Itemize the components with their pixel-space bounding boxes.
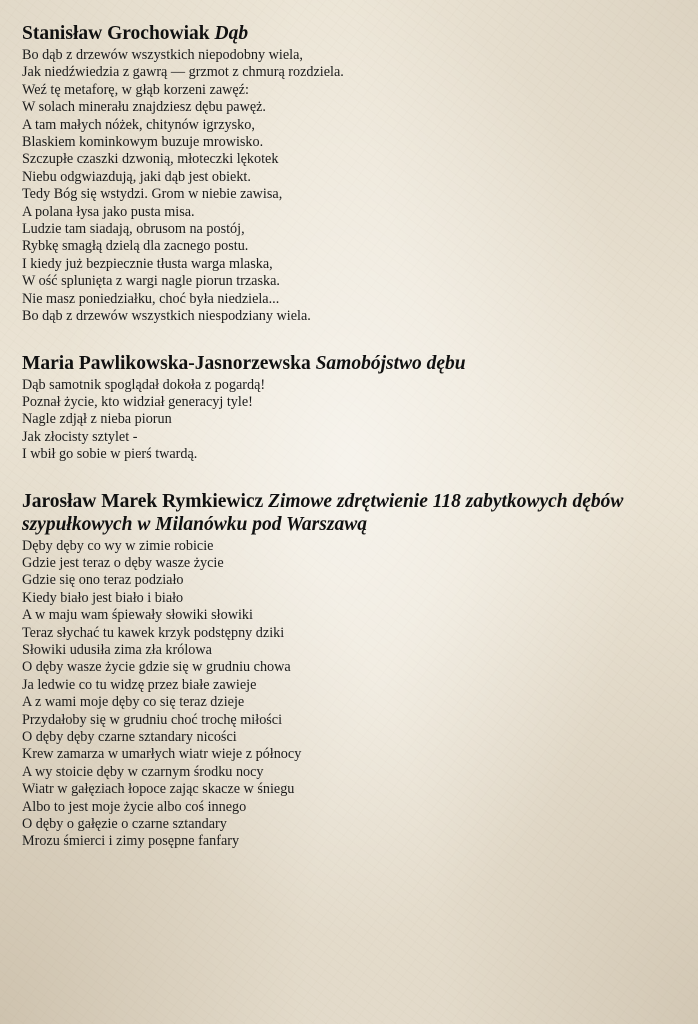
poem-line: Nie masz poniedziałku, choć była niedziela... (22, 290, 280, 307)
poem-line: Tedy Bóg się wstydzi. Grom w niebie zawisa, (22, 186, 283, 203)
poem-line: W solach minerału znajdziesz dębu pawęż. (22, 99, 266, 116)
poem-line: Blaskiem kominkowym buzuje mrowisko. (22, 134, 264, 151)
poem-line: Przydałoby się w grudniu choć trochę miłości (22, 711, 283, 728)
poem-line: Poznał życie, kto widział generacyj tyle! (22, 393, 253, 410)
poem-line: Bo dąb z drzewów wszystkich niepodobny wiela, (22, 47, 303, 63)
poem-line: I wbił go sobie w pierś twardą. (22, 446, 198, 463)
poem-line: Krew zamarza w umarłych wiatr wieje z północy (22, 746, 302, 763)
poem-line: Albo to jest moje życie albo coś innego (22, 798, 247, 815)
poem-line: Rybkę smagłą dzielą dla zacnego postu. (22, 238, 249, 255)
poem-line: Ludzie tam siadają, obrusom na postój, (22, 221, 245, 238)
poem-lines (22, 538, 672, 851)
poem-line: Jak niedźwiedzia z gawrą — grzmot z chmurą rozdziela. (22, 64, 344, 81)
poem-line: Ja ledwie co tu widzę przez białe zawieje (22, 676, 257, 693)
poem-line: Gdzie jest teraz o dęby wasze życie (22, 554, 224, 571)
poem-line: Szczupłe czaszki dzwonią, młoteczki lękotek (22, 151, 279, 168)
poem-heading (22, 22, 672, 45)
poem-lines (22, 47, 672, 326)
poem-line: O dęby wasze życie gdzie się w grudniu chowa (22, 659, 291, 676)
poem-line: Jak złocisty sztylet - (22, 428, 138, 445)
poem-lines (22, 377, 672, 464)
poem-line: A w maju wam śpiewały słowiki słowiki (22, 607, 253, 624)
poem-line: A z wami moje dęby co się teraz dzieje (22, 694, 245, 711)
poem-line: A wy stoicie dęby w czarnym środku nocy (22, 763, 264, 780)
poem-line: Weź tę metaforę, w głąb korzeni zawęź: (22, 81, 249, 98)
poem-title: Zimowe zdrętwienie 118 zabytkowych dębów szypułkowych w Milanówku pod Warszawą (22, 490, 624, 535)
poem-line: O dęby dęby czarne sztandary nicości (22, 729, 237, 745)
poem-line: Kiedy biało jest biało i biało (22, 589, 184, 606)
poem-line: Niebu odgwiazdują, jaki dąb jest obiekt. (22, 168, 251, 185)
poem-title: Samobójstwo dębu (315, 352, 466, 374)
poem-author: Jarosław Marek Rymkiewicz (22, 490, 264, 512)
poem-pawlikowska (22, 352, 672, 464)
poem-line: A polana łysa jako pusta misa. (22, 203, 195, 220)
poem-line: Wiatr w gałęziach łopoce zając skacze w śniegu (22, 781, 295, 798)
poem-grochowiak (22, 22, 672, 326)
poem-author: Stanisław Grochowiak (22, 23, 210, 44)
poem-line: Mrozu śmierci i zimy posępne fanfary (22, 833, 240, 850)
poem-line: Dąb samotnik spoglądał dokoła z pogardą! (22, 376, 266, 393)
poem-heading (22, 490, 672, 536)
poem-rymkiewicz (22, 490, 672, 851)
poem-line: I kiedy już bezpiecznie tłusta warga mlaska, (22, 255, 273, 272)
poem-line: Teraz słychać tu kawek krzyk podstępny dziki (22, 624, 285, 641)
poem-line: W ość splunięta z wargi nagle piorun trzaska. (22, 273, 280, 290)
poem-author: Maria Pawlikowska-Jasnorzewska (22, 352, 311, 374)
poem-line: Słowiki udusiła zima zła królowa (22, 641, 212, 658)
poem-line: Gdzie się ono teraz podziało (22, 572, 184, 589)
poem-line: Nagle zdjął z nieba piorun (22, 411, 172, 428)
poem-line: O dęby o gałęzie o czarne sztandary (22, 816, 227, 833)
poem-line: Bo dąb z drzewów wszystkich niespodziany wiela. (22, 308, 311, 325)
poems-document (22, 22, 672, 851)
poem-line: Dęby dęby co wy w zimie robicie (22, 537, 214, 554)
poem-heading (22, 352, 672, 375)
poem-line: A tam małych nóżek, chitynów igrzysko, (22, 116, 255, 133)
poem-title: Dąb (214, 23, 249, 44)
